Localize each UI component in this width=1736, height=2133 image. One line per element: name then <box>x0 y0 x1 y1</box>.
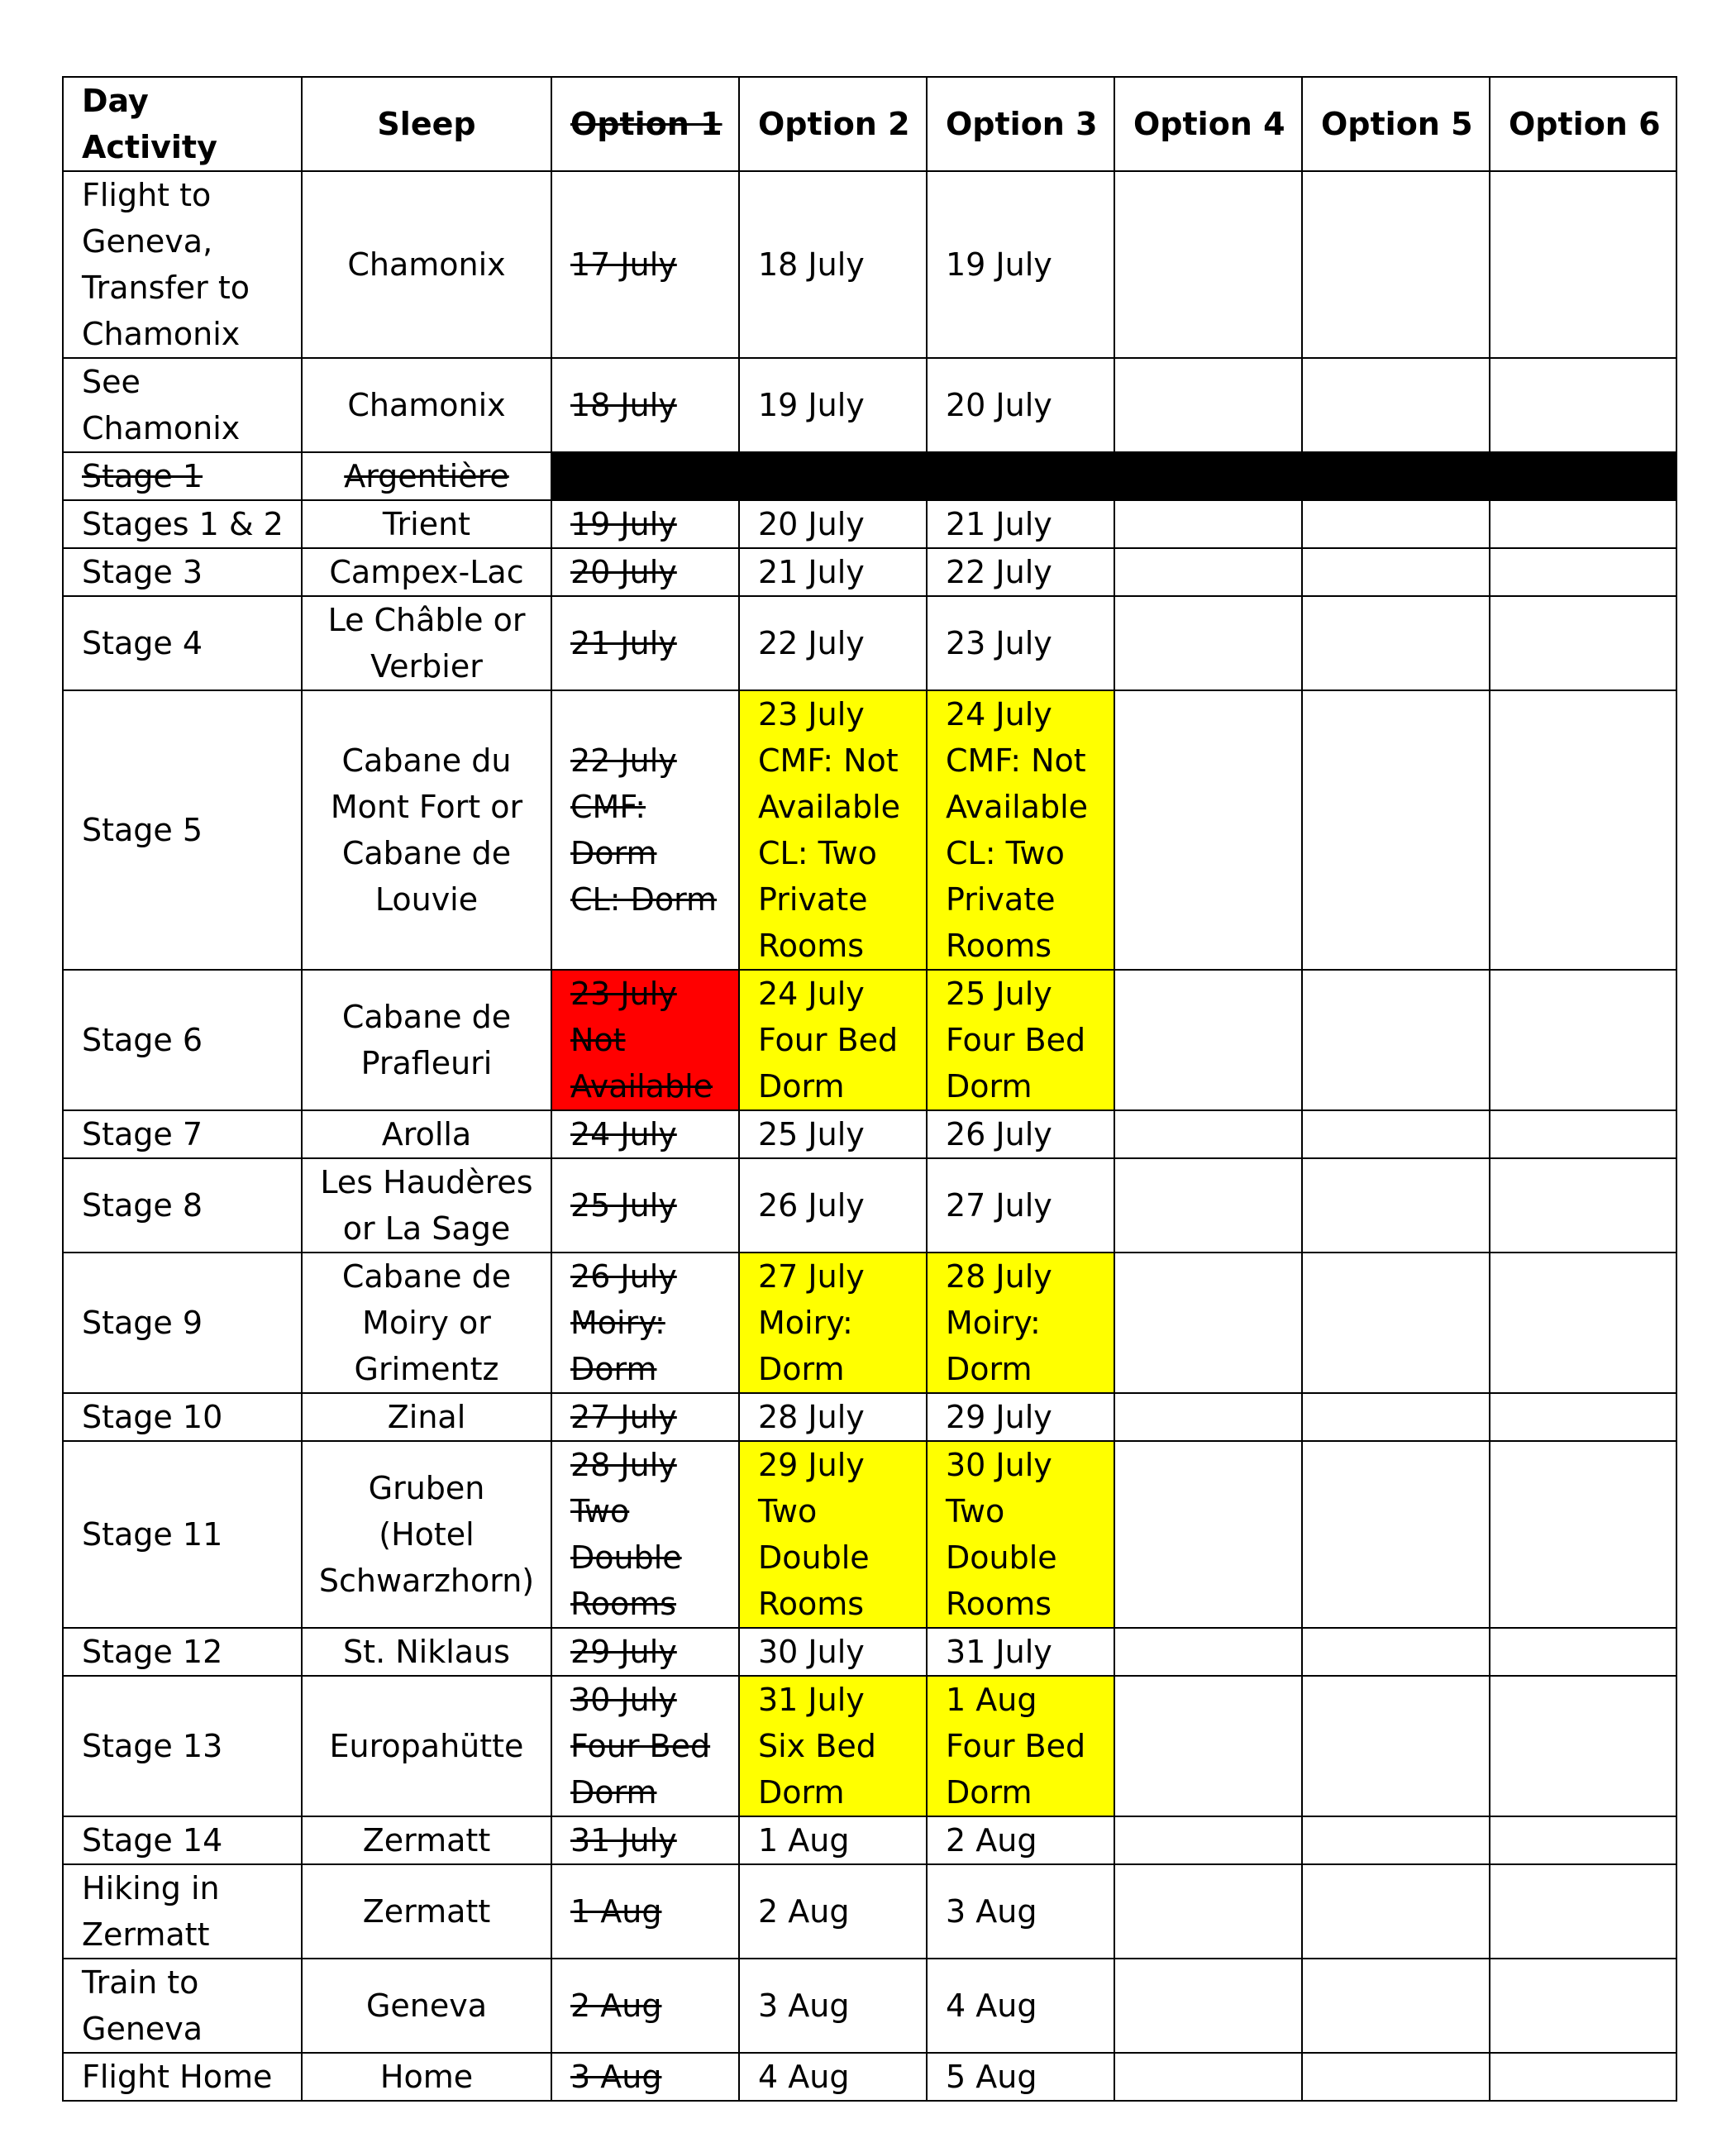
header-option-1: Option 1 <box>551 77 739 171</box>
option-3-cell: 2 Aug <box>927 1816 1114 1864</box>
blackout-cell <box>1114 452 1676 500</box>
option-1-cell: 27 July <box>551 1393 739 1441</box>
header-day-activity: Day Activity <box>63 77 302 171</box>
option-1-cell: 26 July Moiry: Dorm <box>551 1253 739 1393</box>
option-2-cell: 23 July CMF: Not Available CL: Two Private Rooms <box>739 690 927 970</box>
option-4-cell <box>1114 690 1302 970</box>
table-row <box>63 171 1676 358</box>
table-row <box>63 2053 1676 2101</box>
option-2-cell: 31 July Six Bed Dorm <box>739 1676 927 1816</box>
activity-cell: Flight to Geneva, Transfer to Chamonix <box>63 171 302 358</box>
header-option-3: Option 3 <box>927 77 1114 171</box>
option-1-cell: 3 Aug <box>551 2053 739 2101</box>
option-6-cell <box>1490 1158 1676 1253</box>
sleep-cell: Zermatt <box>302 1816 551 1864</box>
option-4-cell <box>1114 1158 1302 1253</box>
header-option-6: Option 6 <box>1490 77 1676 171</box>
option-1-cell: 21 July <box>551 596 739 690</box>
table-row <box>63 500 1676 548</box>
activity-cell: Flight Home <box>63 2053 302 2101</box>
option-1-cell: 23 July Not Available <box>551 970 739 1110</box>
header-option-5: Option 5 <box>1302 77 1490 171</box>
option-4-cell <box>1114 1676 1302 1816</box>
option-1-cell: 31 July <box>551 1816 739 1864</box>
option-3-cell: 4 Aug <box>927 1959 1114 2053</box>
table-row <box>63 358 1676 452</box>
activity-cell: Stage 4 <box>63 596 302 690</box>
activity-cell: See Chamonix <box>63 358 302 452</box>
option-1-cell: 30 July Four Bed Dorm <box>551 1676 739 1816</box>
option-4-cell <box>1114 1441 1302 1628</box>
option-5-cell <box>1302 1110 1490 1158</box>
option-3-cell: 25 July Four Bed Dorm <box>927 970 1114 1110</box>
option-3-cell: 28 July Moiry: Dorm <box>927 1253 1114 1393</box>
option-2-cell: 26 July <box>739 1158 927 1253</box>
table-row <box>63 1816 1676 1864</box>
option-2-cell: 29 July Two Double Rooms <box>739 1441 927 1628</box>
option-5-cell <box>1302 500 1490 548</box>
option-5-cell <box>1302 1676 1490 1816</box>
option-5-cell <box>1302 1393 1490 1441</box>
option-6-cell <box>1490 970 1676 1110</box>
activity-cell: Stage 1 <box>63 452 302 500</box>
sleep-cell: Argentière <box>302 452 551 500</box>
table-row <box>63 1253 1676 1393</box>
option-6-cell <box>1490 1676 1676 1816</box>
option-3-cell: 27 July <box>927 1158 1114 1253</box>
activity-cell: Train to Geneva <box>63 1959 302 2053</box>
sleep-cell: Chamonix <box>302 358 551 452</box>
option-2-cell: 24 July Four Bed Dorm <box>739 970 927 1110</box>
sleep-cell: Campex-Lac <box>302 548 551 596</box>
option-3-cell: 3 Aug <box>927 1864 1114 1959</box>
option-5-cell <box>1302 690 1490 970</box>
activity-cell: Stages 1 & 2 <box>63 500 302 548</box>
option-3-cell: 29 July <box>927 1393 1114 1441</box>
option-1-cell: 24 July <box>551 1110 739 1158</box>
option-4-cell <box>1114 358 1302 452</box>
option-4-cell <box>1114 1864 1302 1959</box>
option-2-cell: 2 Aug <box>739 1864 927 1959</box>
option-6-cell <box>1490 171 1676 358</box>
option-3-cell: 1 Aug Four Bed Dorm <box>927 1676 1114 1816</box>
activity-cell: Stage 7 <box>63 1110 302 1158</box>
table-row <box>63 1393 1676 1441</box>
option-4-cell <box>1114 1110 1302 1158</box>
sleep-cell: Zinal <box>302 1393 551 1441</box>
option-4-cell <box>1114 500 1302 548</box>
option-6-cell <box>1490 1441 1676 1628</box>
sleep-cell: Cabane du Mont Fort or Cabane de Louvie <box>302 690 551 970</box>
table-row <box>63 1959 1676 2053</box>
sleep-cell: Geneva <box>302 1959 551 2053</box>
header-sleep: Sleep <box>302 77 551 171</box>
sleep-cell: Gruben (Hotel Schwarzhorn) <box>302 1441 551 1628</box>
option-2-cell: 27 July Moiry: Dorm <box>739 1253 927 1393</box>
sleep-cell: Chamonix <box>302 171 551 358</box>
option-4-cell <box>1114 1393 1302 1441</box>
option-2-cell: 22 July <box>739 596 927 690</box>
activity-cell: Stage 11 <box>63 1441 302 1628</box>
option-5-cell <box>1302 1628 1490 1676</box>
option-5-cell <box>1302 1441 1490 1628</box>
option-4-cell <box>1114 1253 1302 1393</box>
table-row <box>63 1628 1676 1676</box>
option-6-cell <box>1490 1816 1676 1864</box>
option-2-cell: 1 Aug <box>739 1816 927 1864</box>
option-2-cell: 30 July <box>739 1628 927 1676</box>
option-6-cell <box>1490 1864 1676 1959</box>
sleep-cell: Cabane de Prafleuri <box>302 970 551 1110</box>
option-1-cell: 19 July <box>551 500 739 548</box>
activity-cell: Stage 12 <box>63 1628 302 1676</box>
option-3-cell: 24 July CMF: Not Available CL: Two Private Rooms <box>927 690 1114 970</box>
table-row <box>63 1864 1676 1959</box>
option-3-cell: 31 July <box>927 1628 1114 1676</box>
sleep-cell: Trient <box>302 500 551 548</box>
table-row <box>63 690 1676 970</box>
activity-cell: Stage 8 <box>63 1158 302 1253</box>
header-option-2: Option 2 <box>739 77 927 171</box>
option-3-cell: 22 July <box>927 548 1114 596</box>
option-5-cell <box>1302 1158 1490 1253</box>
sleep-cell: Cabane de Moiry or Grimentz <box>302 1253 551 1393</box>
header-row <box>63 77 1676 171</box>
option-1-cell: 1 Aug <box>551 1864 739 1959</box>
option-2-cell: 20 July <box>739 500 927 548</box>
sleep-cell: Europahütte <box>302 1676 551 1816</box>
option-6-cell <box>1490 1253 1676 1393</box>
header-option-4: Option 4 <box>1114 77 1302 171</box>
option-5-cell <box>1302 2053 1490 2101</box>
table-body <box>63 171 1676 2101</box>
option-2-cell: 25 July <box>739 1110 927 1158</box>
table-row <box>63 1110 1676 1158</box>
option-2-cell: 21 July <box>739 548 927 596</box>
option-1-cell: 28 July Two Double Rooms <box>551 1441 739 1628</box>
option-3-cell: 26 July <box>927 1110 1114 1158</box>
sleep-cell: Le Châble or Verbier <box>302 596 551 690</box>
option-3-cell: 30 July Two Double Rooms <box>927 1441 1114 1628</box>
option-5-cell <box>1302 1864 1490 1959</box>
option-6-cell <box>1490 1959 1676 2053</box>
option-2-cell: 4 Aug <box>739 2053 927 2101</box>
itinerary-table <box>62 76 1677 2102</box>
activity-cell: Stage 3 <box>63 548 302 596</box>
table-row <box>63 1158 1676 1253</box>
activity-cell: Stage 6 <box>63 970 302 1110</box>
activity-cell: Stage 9 <box>63 1253 302 1393</box>
option-5-cell <box>1302 548 1490 596</box>
activity-cell: Stage 14 <box>63 1816 302 1864</box>
option-4-cell <box>1114 171 1302 358</box>
option-1-cell: 17 July <box>551 171 739 358</box>
option-2-cell: 3 Aug <box>739 1959 927 2053</box>
option-5-cell <box>1302 596 1490 690</box>
table-row <box>63 970 1676 1110</box>
option-1-cell: 25 July <box>551 1158 739 1253</box>
activity-cell: Stage 10 <box>63 1393 302 1441</box>
option-4-cell <box>1114 548 1302 596</box>
option-4-cell <box>1114 970 1302 1110</box>
option-6-cell <box>1490 690 1676 970</box>
option-3-cell: 23 July <box>927 596 1114 690</box>
option-2-cell: 19 July <box>739 358 927 452</box>
option-6-cell <box>1490 1110 1676 1158</box>
option-4-cell <box>1114 2053 1302 2101</box>
option-6-cell <box>1490 2053 1676 2101</box>
option-1-cell: 20 July <box>551 548 739 596</box>
table-row <box>63 596 1676 690</box>
activity-cell: Hiking in Zermatt <box>63 1864 302 1959</box>
sleep-cell: Home <box>302 2053 551 2101</box>
option-2-cell: 28 July <box>739 1393 927 1441</box>
activity-cell: Stage 13 <box>63 1676 302 1816</box>
option-3-cell: 5 Aug <box>927 2053 1114 2101</box>
option-3-cell: 19 July <box>927 171 1114 358</box>
option-1-cell: 18 July <box>551 358 739 452</box>
option-5-cell <box>1302 1816 1490 1864</box>
table-row <box>63 548 1676 596</box>
blackout-cell <box>551 452 1114 500</box>
option-4-cell <box>1114 1628 1302 1676</box>
sleep-cell: Zermatt <box>302 1864 551 1959</box>
option-5-cell <box>1302 171 1490 358</box>
option-2-cell: 18 July <box>739 171 927 358</box>
option-4-cell <box>1114 1816 1302 1864</box>
option-5-cell <box>1302 358 1490 452</box>
option-6-cell <box>1490 548 1676 596</box>
option-5-cell <box>1302 1253 1490 1393</box>
table-row <box>63 452 1676 500</box>
table-row <box>63 1676 1676 1816</box>
option-1-cell: 2 Aug <box>551 1959 739 2053</box>
sleep-cell: Arolla <box>302 1110 551 1158</box>
option-1-cell: 22 July CMF: Dorm CL: Dorm <box>551 690 739 970</box>
option-4-cell <box>1114 596 1302 690</box>
sleep-cell: Les Haudères or La Sage <box>302 1158 551 1253</box>
option-6-cell <box>1490 596 1676 690</box>
option-3-cell: 20 July <box>927 358 1114 452</box>
option-1-cell: 29 July <box>551 1628 739 1676</box>
option-6-cell <box>1490 358 1676 452</box>
option-4-cell <box>1114 1959 1302 2053</box>
option-6-cell <box>1490 1393 1676 1441</box>
sleep-cell: St. Niklaus <box>302 1628 551 1676</box>
option-5-cell <box>1302 1959 1490 2053</box>
activity-cell: Stage 5 <box>63 690 302 970</box>
option-3-cell: 21 July <box>927 500 1114 548</box>
option-5-cell <box>1302 970 1490 1110</box>
option-6-cell <box>1490 1628 1676 1676</box>
option-6-cell <box>1490 500 1676 548</box>
table-row <box>63 1441 1676 1628</box>
